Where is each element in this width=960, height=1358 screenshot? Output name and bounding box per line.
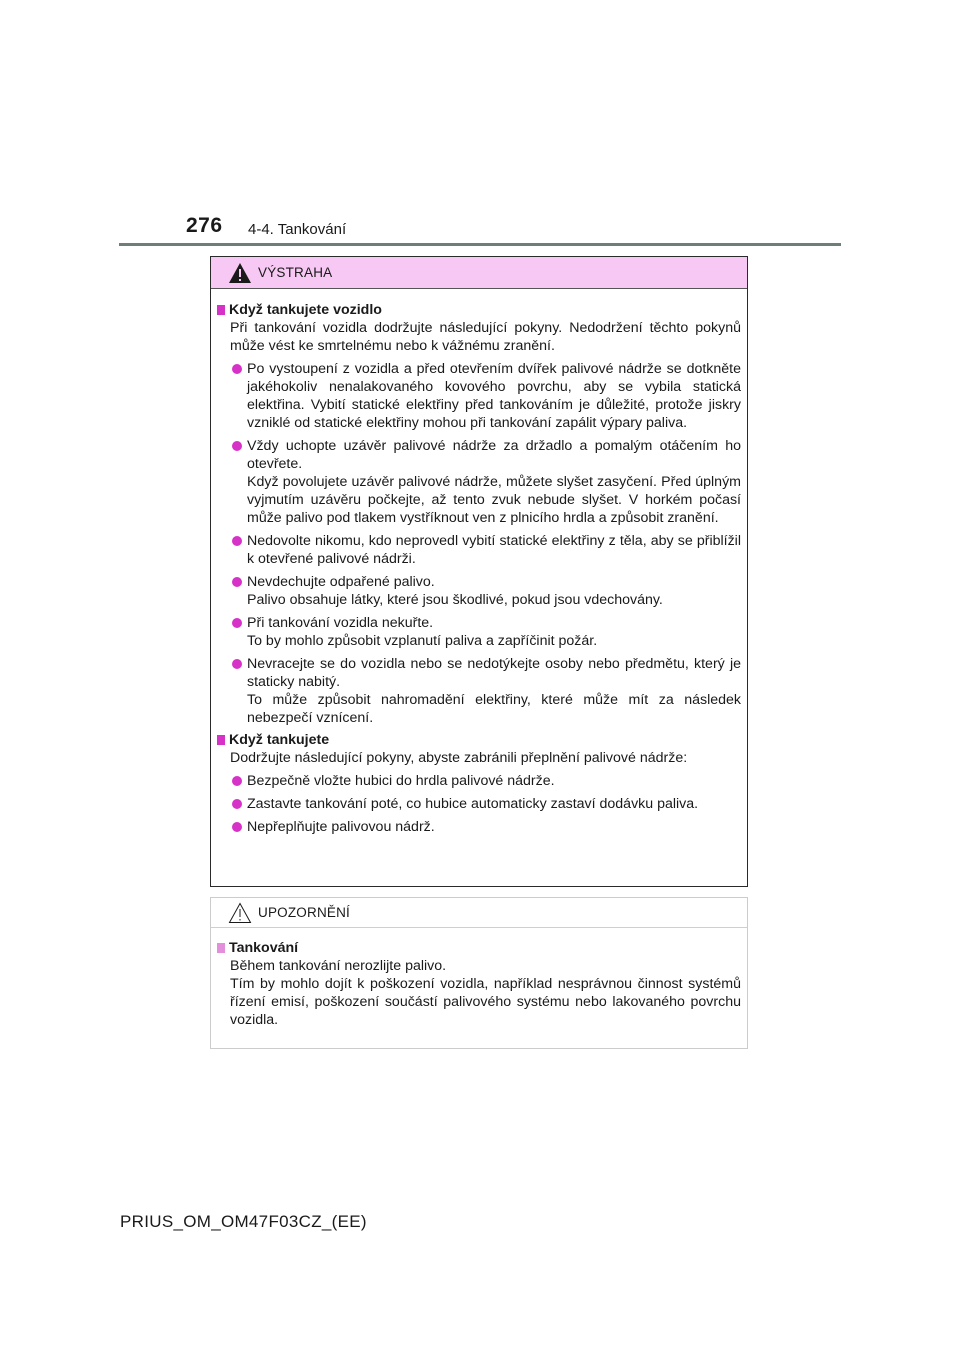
list-item xyxy=(217,818,741,836)
section-intro: Při tankování vozidla dodržujte následující pokyny. Nedodržení těchto pokynů může vést ke smrtelnému nebo k vážnému zranění. xyxy=(230,320,741,354)
square-bullet-icon xyxy=(217,305,225,315)
list-item xyxy=(217,573,741,609)
page-number: 276 xyxy=(186,214,223,237)
list-item-text: To může způsobit nahromadění elektřiny, které může mít za následek nebezpečí vznícení. xyxy=(247,692,741,726)
circle-bullet-icon xyxy=(232,577,242,587)
list-item-text: Nevracejte se do vozidla nebo se nedotýkejte osoby nebo předmětu, který je staticky nabitý. xyxy=(247,656,741,690)
list-item xyxy=(217,532,741,568)
list-item-text: Po vystoupení z vozidla a před otevřením dvířek palivové nádrže se dotkněte jakéhokoliv nenalakovaného kovového povrchu, aby se vybila statická elektřina. Vybití statické elektřiny před tankováním je důležité, protože jiskry vzniklé od statické elektřiny mohou při tankování zapálit výpary paliva. xyxy=(247,361,741,431)
section-title: 4-4. Tankování xyxy=(248,221,347,238)
warning-triangle-filled-icon xyxy=(228,262,252,284)
square-bullet-icon xyxy=(217,943,225,953)
warning-body xyxy=(211,289,747,836)
list-item xyxy=(217,655,741,727)
list-item xyxy=(217,437,741,527)
section-heading-text: Tankování xyxy=(229,940,299,956)
notice-line: Tím by mohlo dojít k poškození vozidla, například nesprávnou činnost systémů řízení emisí, poškození součástí palivového systému nebo lakovaného povrchu vozidla. xyxy=(230,976,741,1028)
section-heading xyxy=(217,939,741,957)
warning-triangle-outline-icon xyxy=(228,902,252,924)
list-item xyxy=(217,772,741,790)
document-code: PRIUS_OM_OM47F03CZ_(EE) xyxy=(120,1212,367,1231)
section-heading xyxy=(217,731,741,749)
notice-header xyxy=(211,898,747,928)
list-item-text: Když povolujete uzávěr palivové nádrže, můžete slyšet zasyčení. Před úplným vyjmutím uzávěru počkejte, až tento zvuk nebude slyšet. V horkém počasí může palivo pod tlakem vystříknout ven z plnicího hrdla a způsobit zranění. xyxy=(247,474,741,526)
square-bullet-icon xyxy=(217,735,225,745)
section-heading-text: Když tankujete vozidlo xyxy=(229,302,382,318)
notice-body xyxy=(211,928,747,1029)
notice-box xyxy=(210,897,748,1049)
notice-title: UPOZORNĚNÍ xyxy=(258,905,351,920)
list-item-text: Nevdechujte odpařené palivo. xyxy=(247,574,435,590)
section-intro: Dodržujte následující pokyny, abyste zabránili přeplnění palivové nádrže: xyxy=(230,750,688,766)
list-item-text: Zastavte tankování poté, co hubice automaticky zastaví dodávku paliva. xyxy=(247,796,699,812)
list-item xyxy=(217,614,741,650)
circle-bullet-icon xyxy=(232,776,242,786)
section-heading xyxy=(217,301,741,319)
circle-bullet-icon xyxy=(232,659,242,669)
circle-bullet-icon xyxy=(232,364,242,374)
header-rule xyxy=(119,243,841,246)
list-item-text: Vždy uchopte uzávěr palivové nádrže za držadlo a pomalým otáčením ho otevřete. xyxy=(247,438,741,472)
warning-box xyxy=(210,256,748,887)
list-item xyxy=(217,795,741,813)
circle-bullet-icon xyxy=(232,536,242,546)
list-item-text: Při tankování vozidla nekuřte. xyxy=(247,615,434,631)
notice-line: Během tankování nerozlijte palivo. xyxy=(230,958,447,974)
circle-bullet-icon xyxy=(232,822,242,832)
warning-header xyxy=(211,257,747,289)
circle-bullet-icon xyxy=(232,618,242,628)
circle-bullet-icon xyxy=(232,441,242,451)
list-item-text: To by mohlo způsobit vzplanutí paliva a zapříčinit požár. xyxy=(247,633,598,649)
warning-title: VÝSTRAHA xyxy=(258,265,333,280)
list-item xyxy=(217,360,741,432)
list-item-text: Nedovolte nikomu, kdo neprovedl vybití statické elektřiny z těla, aby se přiblížil k otevřené palivové nádrži. xyxy=(247,533,741,567)
section-heading-text: Když tankujete xyxy=(229,732,330,748)
list-item-text: Nepřeplňujte palivovou nádrž. xyxy=(247,819,435,835)
list-item-text: Palivo obsahuje látky, které jsou škodlivé, pokud jsou vdechovány. xyxy=(247,592,663,608)
list-item-text: Bezpečně vložte hubici do hrdla palivové nádrže. xyxy=(247,773,555,789)
circle-bullet-icon xyxy=(232,799,242,809)
